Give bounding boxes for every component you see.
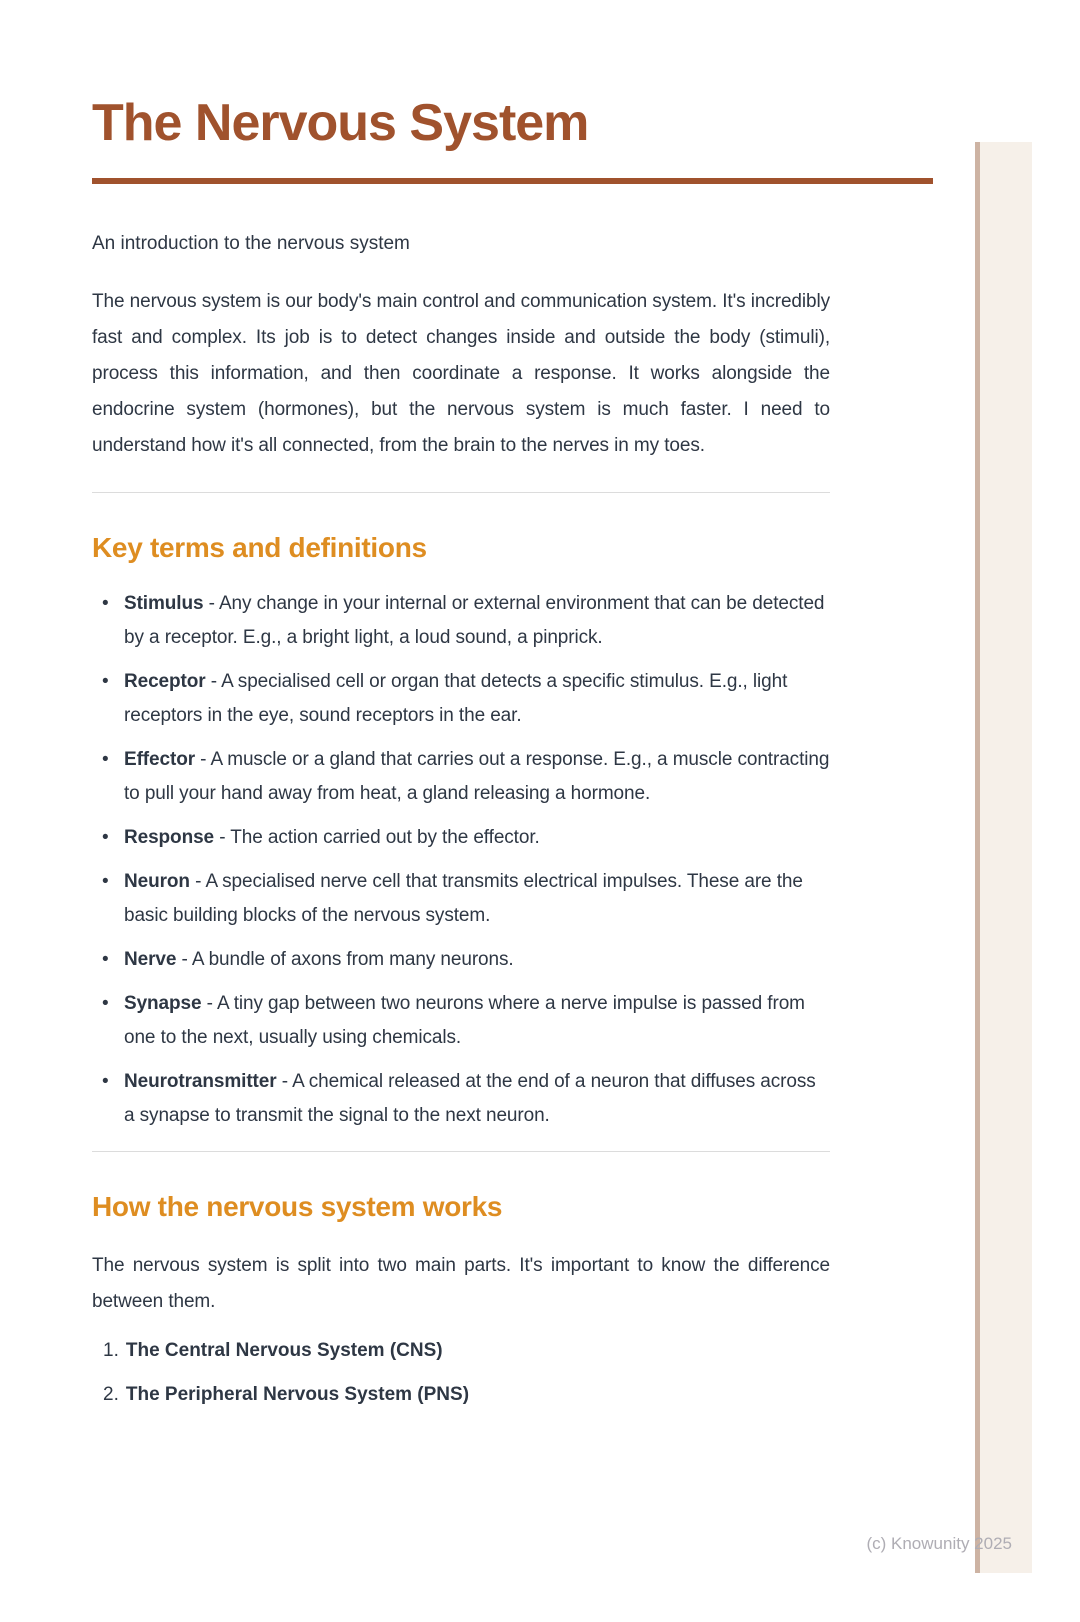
term-definition: - A tiny gap between two neurons where a nerve impulse is passed from one to the next, usually using chemicals. bbox=[124, 993, 805, 1048]
term-name: Neurotransmitter bbox=[124, 1071, 277, 1092]
list-item-synapse bbox=[92, 987, 830, 1055]
how-it-works-paragraph: The nervous system is split into two main parts. It's important to know the difference between them. bbox=[92, 1255, 830, 1312]
term-definition: - A chemical released at the end of a neuron that diffuses across a synapse to transmit the signal to the next neuron. bbox=[124, 1071, 816, 1126]
term-definition: - A specialised cell or organ that detects a specific stimulus. E.g., light receptors in the eye, sound receptors in the ear. bbox=[124, 671, 788, 726]
page-edge-strip bbox=[975, 142, 1032, 1573]
term-definition: - A bundle of axons from many neurons. bbox=[176, 949, 514, 970]
document-subtitle: An introduction to the nervous system bbox=[92, 233, 410, 254]
section-heading-key-terms: Key terms and definitions bbox=[92, 532, 427, 563]
term-definition: - A muscle or a gland that carries out a response. E.g., a muscle contracting to pull your hand away from heat, a gland releasing a hormone. bbox=[124, 749, 830, 804]
title-underline-rule bbox=[92, 178, 933, 184]
list-item-effector bbox=[92, 743, 830, 811]
list-item-receptor bbox=[92, 665, 830, 733]
item-label: The Central Nervous System (CNS) bbox=[125, 1340, 443, 1361]
term-name: Receptor bbox=[124, 671, 206, 692]
nervous-system-parts-list bbox=[92, 1340, 830, 1406]
list-item-stimulus bbox=[92, 587, 830, 655]
term-definition: - Any change in your internal or external environment that can be detected by a receptor. E.g., a bright light, a loud sound, a pinprick. bbox=[124, 593, 825, 648]
list-item-pns bbox=[92, 1384, 830, 1406]
list-item-neurotransmitter bbox=[92, 1065, 830, 1133]
item-number: 2. bbox=[103, 1384, 119, 1405]
term-name: Effector bbox=[124, 749, 195, 770]
list-item-cns bbox=[92, 1340, 830, 1362]
item-number: 1. bbox=[103, 1340, 119, 1361]
term-name: Synapse bbox=[124, 993, 202, 1014]
term-name: Nerve bbox=[124, 949, 177, 970]
document-body bbox=[0, 94, 830, 1406]
copyright-watermark: (c) Knowunity 2025 bbox=[866, 1534, 1012, 1553]
list-item-neuron bbox=[92, 865, 830, 933]
list-item-nerve bbox=[92, 943, 830, 977]
key-terms-list bbox=[92, 587, 830, 1133]
list-item-response bbox=[92, 821, 830, 855]
item-label: The Peripheral Nervous System (PNS) bbox=[125, 1384, 470, 1405]
intro-paragraph: The nervous system is our body's main control and communication system. It's incredibly fast and complex. Its job is to detect changes inside and outside the body (stimuli), process this information, and then coordinate a response. It works alongside the endocrine system (hormones), but the nervous system is much faster. I need to understand how it's all connected, from the brain to the nerves in my toes. bbox=[92, 291, 830, 456]
term-definition: - The action carried out by the effector. bbox=[214, 827, 540, 848]
term-name: Stimulus bbox=[124, 593, 204, 614]
section-divider bbox=[92, 492, 830, 493]
page-title: The Nervous System bbox=[92, 94, 589, 152]
section-divider bbox=[92, 1151, 830, 1152]
term-definition: - A specialised nerve cell that transmits electrical impulses. These are the basic building blocks of the nervous system. bbox=[124, 871, 803, 926]
section-heading-how-it-works: How the nervous system works bbox=[92, 1191, 503, 1222]
term-name: Neuron bbox=[124, 871, 190, 892]
term-name: Response bbox=[124, 827, 215, 848]
